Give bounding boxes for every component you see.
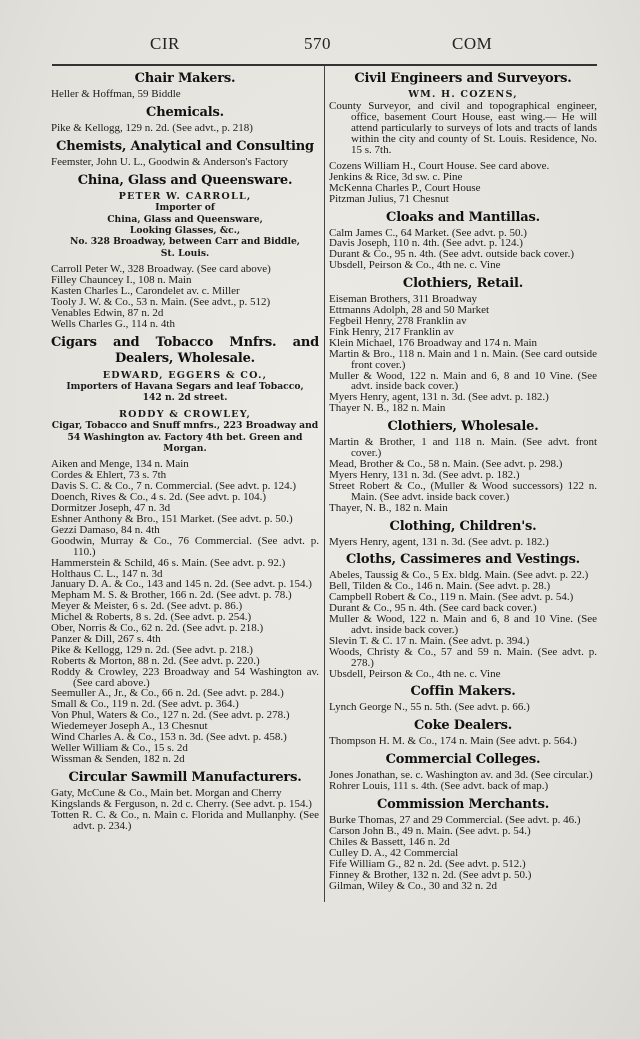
directory-section [329, 276, 597, 414]
section-heading: Cigars and Tobacco Mnfrs. and Dealers, Wholesale. [51, 334, 319, 366]
directory-entry: Pike & Kellogg, 129 n. 2d. (See advt. p. 218.) [51, 643, 253, 656]
directory-entry: Finney & Brother, 132 n. 2d. (See advt p. 50.) [329, 868, 532, 881]
section-heading: Commission Merchants. [376, 797, 550, 813]
card-line: WM. H. COZENS, [408, 89, 518, 100]
directory-entry: Eiseman Brothers, 311 Broadway [329, 293, 478, 306]
business-card [51, 370, 319, 404]
card-line: Looking Glasses, &c., [129, 224, 241, 236]
directory-entry: Durant & Co., 95 n. 4th. (See advt. outside back cover.) [329, 248, 575, 261]
directory-entry: Dormitzer Joseph, 47 n. 3d [51, 502, 171, 515]
directory-entry: Davis Joseph, 110 n. 4th. (See advt. p. 124.) [329, 237, 523, 250]
right-column [329, 66, 597, 894]
card-line: St. Louis. [160, 247, 210, 259]
directory-entry: Cozens William H., Court House. See card above. [329, 159, 550, 172]
card-line: Importer of [155, 202, 215, 214]
card-line: RODDY & CROWLEY, [118, 408, 252, 420]
entry-list [329, 294, 597, 414]
card-line: China, Glass and Queensware, [107, 213, 263, 225]
directory-entry: Thompson H. M. & Co., 174 n. Main (See advt. p. 564.) [329, 735, 577, 748]
directory-section [51, 105, 319, 134]
directory-entry: Eshner Anthony & Bro., 151 Market. (See advt. p. 50.) [51, 512, 293, 525]
directory-entry: Aiken and Menge, 134 n. Main [51, 458, 189, 471]
entry-list [51, 89, 319, 100]
directory-entry: Chiles & Bassett, 146 n. 2d [329, 835, 450, 848]
directory-entry: Thayer, N. B., 182 n. Main [329, 501, 448, 514]
directory-entry: Meyer & Meister, 6 s. 2d. (See advt. p. 86.) [51, 600, 243, 613]
directory-entry: Holthaus C. L., 147 n. 3d [51, 567, 163, 580]
directory-entry: Fegbeil Henry, 278 Franklin av [329, 315, 467, 327]
entry-list [329, 736, 597, 747]
directory-entry: Muller & Wood, 122 n. Main and 6, 8 and 10 Vine. (See advt. inside back cover.) [329, 369, 597, 393]
directory-entry: Wiedemeyer Joseph A., 13 Chesnut [51, 720, 208, 733]
card-line: EDWARD, EGGERS & CO., [102, 369, 268, 381]
entry-list [329, 437, 597, 513]
directory-entry: Ubsdell, Peirson & Co., 4th ne. c. Vine [329, 259, 501, 272]
directory-entry: Carroll Peter W., 328 Broadway. (See card above) [51, 263, 271, 276]
directory-entry: Thayer N. B., 182 n. Main [329, 402, 446, 415]
card-line: 142 n. 2d street. [142, 392, 228, 404]
directory-entry: Mepham M. S. & Brother, 166 n. 2d. (See advt. p. 78.) [51, 589, 292, 602]
section-heading: Civil Engineers and Surveyors. [354, 71, 572, 86]
directory-section [51, 71, 319, 100]
directory-entry: Jones Jonathan, se. c. Washington av. and 3d. (See circular.) [329, 769, 593, 782]
directory-section [329, 552, 597, 679]
directory-entry: Mead, Brother & Co., 58 n. Main. (See advt. p. 298.) [329, 457, 563, 470]
directory-entry: Pitzman Julius, 71 Chesnut [329, 192, 449, 205]
directory-entry: Panzer & Dill, 267 s. 4th [51, 632, 161, 645]
directory-entry: Goodwin, Murray & Co., 76 Commercial. (See advt. p. 110.) [51, 534, 319, 558]
directory-entry: Wind Charles A. & Co., 153 n. 3d. (See advt. p. 458.) [51, 731, 287, 744]
section-heading: Clothing, Children's. [389, 518, 537, 534]
directory-entry: Durant & Co., 95 n. 4th. (See card back cover.) [329, 602, 537, 615]
section-heading: Chemists, Analytical and Consulting [56, 138, 314, 154]
directory-entry: Martin & Bro., 118 n. Main and 1 n. Main. (See card outside front cover.) [329, 347, 597, 371]
directory-entry: Myers Henry, 131 n. 3d. (See advt. p. 182.) [329, 468, 520, 481]
directory-section [329, 684, 597, 713]
directory-entry: Tooly J. W. & Co., 53 n. Main. (See advt., p. 512) [51, 295, 271, 308]
entry-list [329, 770, 597, 792]
directory-entry: Wissman & Senden, 182 n. 2d [51, 752, 185, 765]
directory-entry: Davis S. C. & Co., 7 n. Commercial. (See advt. p. 124.) [51, 480, 297, 493]
section-heading: Coke Dealers. [413, 718, 513, 734]
directory-section [329, 519, 597, 548]
directory-entry: Abeles, Taussig & Co., 5 Ex. bldg. Main. (See advt. p. 22.) [329, 569, 589, 582]
directory-entry: Klein Michael, 176 Broadway and 174 n. Main [329, 336, 538, 349]
directory-section [329, 210, 597, 272]
directory-entry: Burke Thomas, 27 and 29 Commercial. (See advt. p. 46.) [329, 814, 581, 827]
directory-section [51, 335, 319, 765]
section-heading: China, Glass and Queensware. [77, 172, 293, 188]
directory-entry: Slevin T. & C. 17 n. Main. (See advt. p. 394.) [329, 634, 530, 647]
directory-entry: Campbell Robert & Co., 119 n. Main. (See advt. p. 54.) [329, 591, 574, 604]
directory-entry: Wells Charles G., 114 n. 4th [51, 317, 175, 330]
card-line: No. 328 Broadway, between Carr and Biddle, [70, 236, 300, 248]
entry-list [329, 537, 597, 548]
directory-entry: January D. A. & Co., 143 and 145 n. 2d. (See advt. p. 154.) [51, 578, 312, 591]
directory-entry: Roddy & Crowley, 223 Broadway and 54 Washington av. (See card above.) [51, 665, 319, 689]
section-heading: Chair Makers. [134, 71, 236, 86]
directory-section [51, 173, 319, 330]
page-number: 570 [304, 34, 331, 53]
entry-list [329, 815, 597, 891]
directory-section [51, 139, 319, 168]
section-heading: Cloths, Cassimeres and Vestings. [345, 552, 581, 568]
directory-entry: Heller & Hoffman, 59 Biddle [51, 88, 181, 100]
directory-entry: Gilman, Wiley & Co., 30 and 32 n. 2d [329, 879, 498, 892]
directory-entry: Kingslands & Ferguson, n. 2d c. Cherry. (See advt. p. 154.) [51, 797, 312, 810]
directory-entry: Rohrer Louis, 111 s. 4th. (See advt. back of map.) [329, 780, 549, 793]
left-column [51, 66, 319, 834]
directory-entry: Cordes & Ehlert, 73 s. 7th [51, 469, 167, 482]
directory-section [329, 797, 597, 891]
directory-section [329, 752, 597, 792]
business-card [329, 89, 597, 100]
directory-section [329, 718, 597, 747]
entry-list [329, 161, 597, 205]
directory-entry: Muller & Wood, 122 n. Main and 6, 8 and 10 Vine. (See advt. inside back cover.) [329, 613, 597, 636]
directory-entry: Lynch George N., 55 n. 5th. (See advt. p. 66.) [329, 701, 530, 714]
directory-entry: Pike & Kellogg, 129 n. 2d. (See advt., p. 218) [51, 121, 253, 134]
directory-entry: Gezzi Damaso, 84 n. 4th [51, 523, 160, 536]
card-line: Cigar, Tobacco and Snuff mnfrs., 223 Broadway and 54 Washington av. Factory 4th bet. Green and Morgan. [51, 420, 319, 455]
directory-entry: Ubsdell, Peirson & Co., 4th ne. c. Vine [329, 667, 501, 680]
directory-entry: Ettmanns Adolph, 28 and 50 Market [329, 304, 490, 317]
directory-entry: Small & Co., 119 n. 2d. (See advt. p. 364.) [51, 698, 239, 711]
directory-entry: Myers Henry, agent, 131 n. 3d. (See advt. p. 182.) [329, 535, 549, 548]
directory-entry: Roberts & Morton, 88 n. 2d. (See advt. p. 220.) [51, 654, 260, 667]
directory-entry: Totten R. C. & Co., n. Main c. Florida and Mullanphy. (See advt. p. 234.) [51, 808, 319, 832]
directory-entry: Weller William & Co., 15 s. 2d [51, 742, 188, 754]
directory-entry: Ober, Norris & Co., 62 n. 2d. (See advt. p. 218.) [51, 622, 264, 635]
directory-section [329, 71, 597, 205]
section-heading: Circular Sawmill Manufacturers. [68, 769, 302, 785]
directory-entry: Martin & Brother, 1 and 118 n. Main. (See advt. front cover.) [329, 436, 597, 460]
running-head-left: CIR [150, 34, 180, 53]
directory-section [329, 419, 597, 513]
directory-entry: Venables Edwin, 87 n. 2d [51, 306, 164, 319]
directory-entry: Woods, Christy & Co., 57 and 59 n. Main. (See advt. p. 278.) [329, 645, 597, 669]
directory-section [51, 770, 319, 832]
section-heading: Coffin Makers. [410, 684, 516, 700]
card-line: Importers of Havana Segars and leaf Tobacco, [66, 381, 304, 392]
entry-list [51, 788, 319, 832]
directory-entry: Kasten Charles L., Carondelet av. c. Miller [51, 284, 240, 297]
directory-entry: Jenkins & Rice, 3d sw. c. Pine [329, 170, 463, 183]
directory-entry: Feemster, John U. L., Goodwin & Anderson's Factory [51, 155, 289, 168]
business-card [51, 409, 319, 455]
section-heading: Clothiers, Wholesale. [387, 419, 539, 435]
directory-entry: Myers Henry, agent, 131 n. 3d. (See advt. p. 182.) [329, 391, 549, 404]
card-line: PETER W. CARROLL, [118, 190, 252, 202]
directory-entry: Hammerstein & Schild, 46 s. Main. (See advt. p. 92.) [51, 556, 286, 569]
directory-entry: Filley Chauncey I., 108 n. Main [51, 274, 192, 287]
directory-entry: Street Robert & Co., (Muller & Wood successors) 122 n. Main. (See advt. inside back cover.) [329, 479, 597, 503]
entry-list [51, 264, 319, 329]
entry-list [51, 157, 319, 168]
directory-entry: Fink Henry, 217 Franklin av [329, 325, 454, 338]
entry-list [329, 228, 597, 272]
entry-list [329, 702, 597, 713]
entry-list [51, 459, 319, 764]
section-heading: Clothiers, Retail. [402, 276, 524, 292]
business-card [51, 191, 319, 259]
directory-entry: Von Phul, Waters & Co., 127 n. 2d. (See advt. p. 278.) [51, 709, 290, 722]
directory-entry: McKenna Charles P., Court House [329, 181, 481, 194]
directory-entry: Carson John B., 49 n. Main. (See advt. p. 54.) [329, 825, 531, 837]
card-description: County Surveyor, and civil and topographical engineer, office, basement Court House, east wing.— He will attend particularly to surveys of lots and tracts of lands within the city and county of St. Louis. Residence, No. 15 s. 7th. [329, 100, 597, 157]
directory-entry: Doench, Rives & Co., 4 s. 2d. (See advt. p. 104.) [51, 491, 267, 504]
entry-list [329, 570, 597, 679]
section-heading: Commercial Colleges. [385, 752, 541, 768]
running-head-right: COM [452, 34, 493, 53]
section-heading: Chemicals. [146, 104, 224, 120]
section-heading: Cloaks and Mantillas. [386, 209, 540, 225]
directory-entry: Culley D. A., 42 Commercial [329, 846, 459, 859]
directory-entry: Michel & Roberts, 8 s. 2d. (See advt. p. 254.) [51, 611, 252, 624]
entry-list [51, 123, 319, 134]
directory-entry: Seemuller A., Jr., & Co., 66 n. 2d. (See advt. p. 284.) [51, 687, 284, 700]
directory-entry: Bell, Tilden & Co., 146 n. Main. (See advt. p. 28.) [329, 580, 551, 593]
column-divider [324, 66, 325, 902]
directory-entry: Fife William G., 82 n. 2d. (See advt. p. 512.) [329, 857, 526, 870]
directory-entry: Calm James C., 64 Market. (See advt. p. 50.) [329, 226, 527, 239]
directory-entry: Gaty, McCune & Co., Main bet. Morgan and Cherry [51, 786, 282, 799]
